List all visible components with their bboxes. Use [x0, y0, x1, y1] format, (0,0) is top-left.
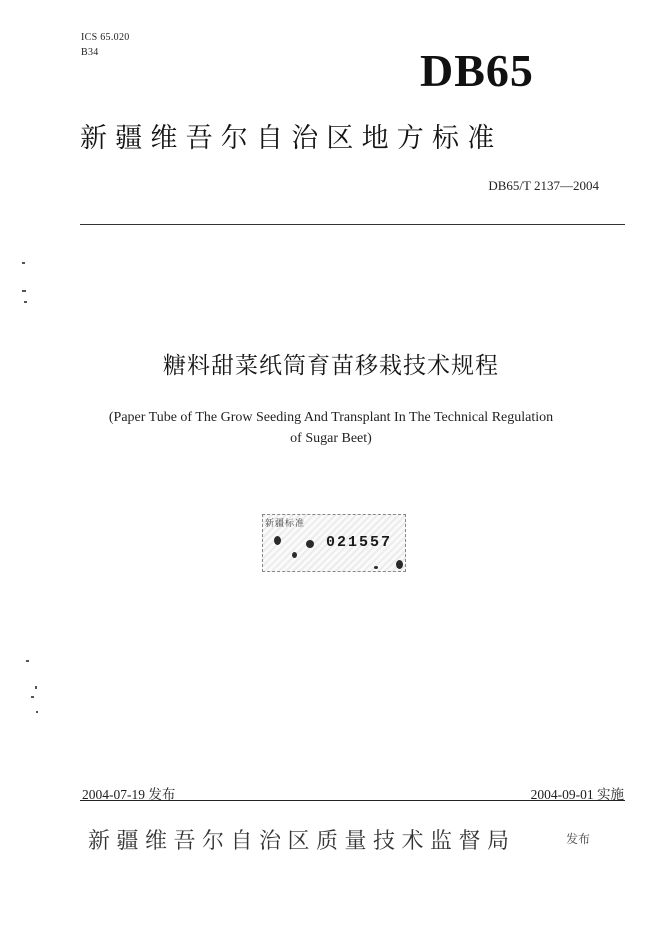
publisher-name: 新疆维吾尔自治区质量技术监督局 — [88, 829, 516, 854]
standard-mark: DB65 — [420, 45, 534, 96]
stamp-ink-blot — [374, 566, 378, 569]
issue-date: 2004-07-19 发布 — [82, 787, 176, 802]
scan-speck — [31, 696, 34, 698]
standard-number: DB65/T 2137—2004 — [488, 178, 599, 193]
publish-label: 发布 — [566, 832, 591, 846]
scan-speck — [24, 301, 27, 303]
top-divider — [80, 224, 625, 225]
library-stamp — [262, 514, 412, 576]
stamp-heading: 新疆标准 — [265, 519, 306, 529]
document-title-english-line2: of Sugar Beet) — [290, 431, 372, 446]
stamp-ink-blot — [396, 560, 403, 569]
stamp-ink-blot — [306, 540, 314, 548]
bottom-divider — [80, 800, 625, 801]
stamp-ink-blot — [292, 552, 297, 558]
scan-speck — [35, 686, 37, 689]
ics-code: ICS 65.020 — [81, 32, 130, 43]
standard-type-title: 新疆维吾尔自治区地方标准 — [80, 123, 503, 154]
scan-speck — [36, 711, 38, 713]
stamp-number: 021557 — [326, 534, 393, 551]
scan-speck — [22, 290, 26, 292]
document-title-chinese: 糖料甜菜纸筒育苗移栽技术规程 — [163, 353, 499, 379]
implementation-date: 2004-09-01 实施 — [530, 787, 624, 802]
stamp-ink-blot — [274, 536, 281, 545]
document-title-english-line1: (Paper Tube of The Grow Seeding And Transplant In The Technical Regulation — [108, 410, 554, 425]
ccs-code: B34 — [81, 47, 99, 58]
scan-speck — [22, 262, 25, 264]
scan-speck — [26, 660, 29, 662]
